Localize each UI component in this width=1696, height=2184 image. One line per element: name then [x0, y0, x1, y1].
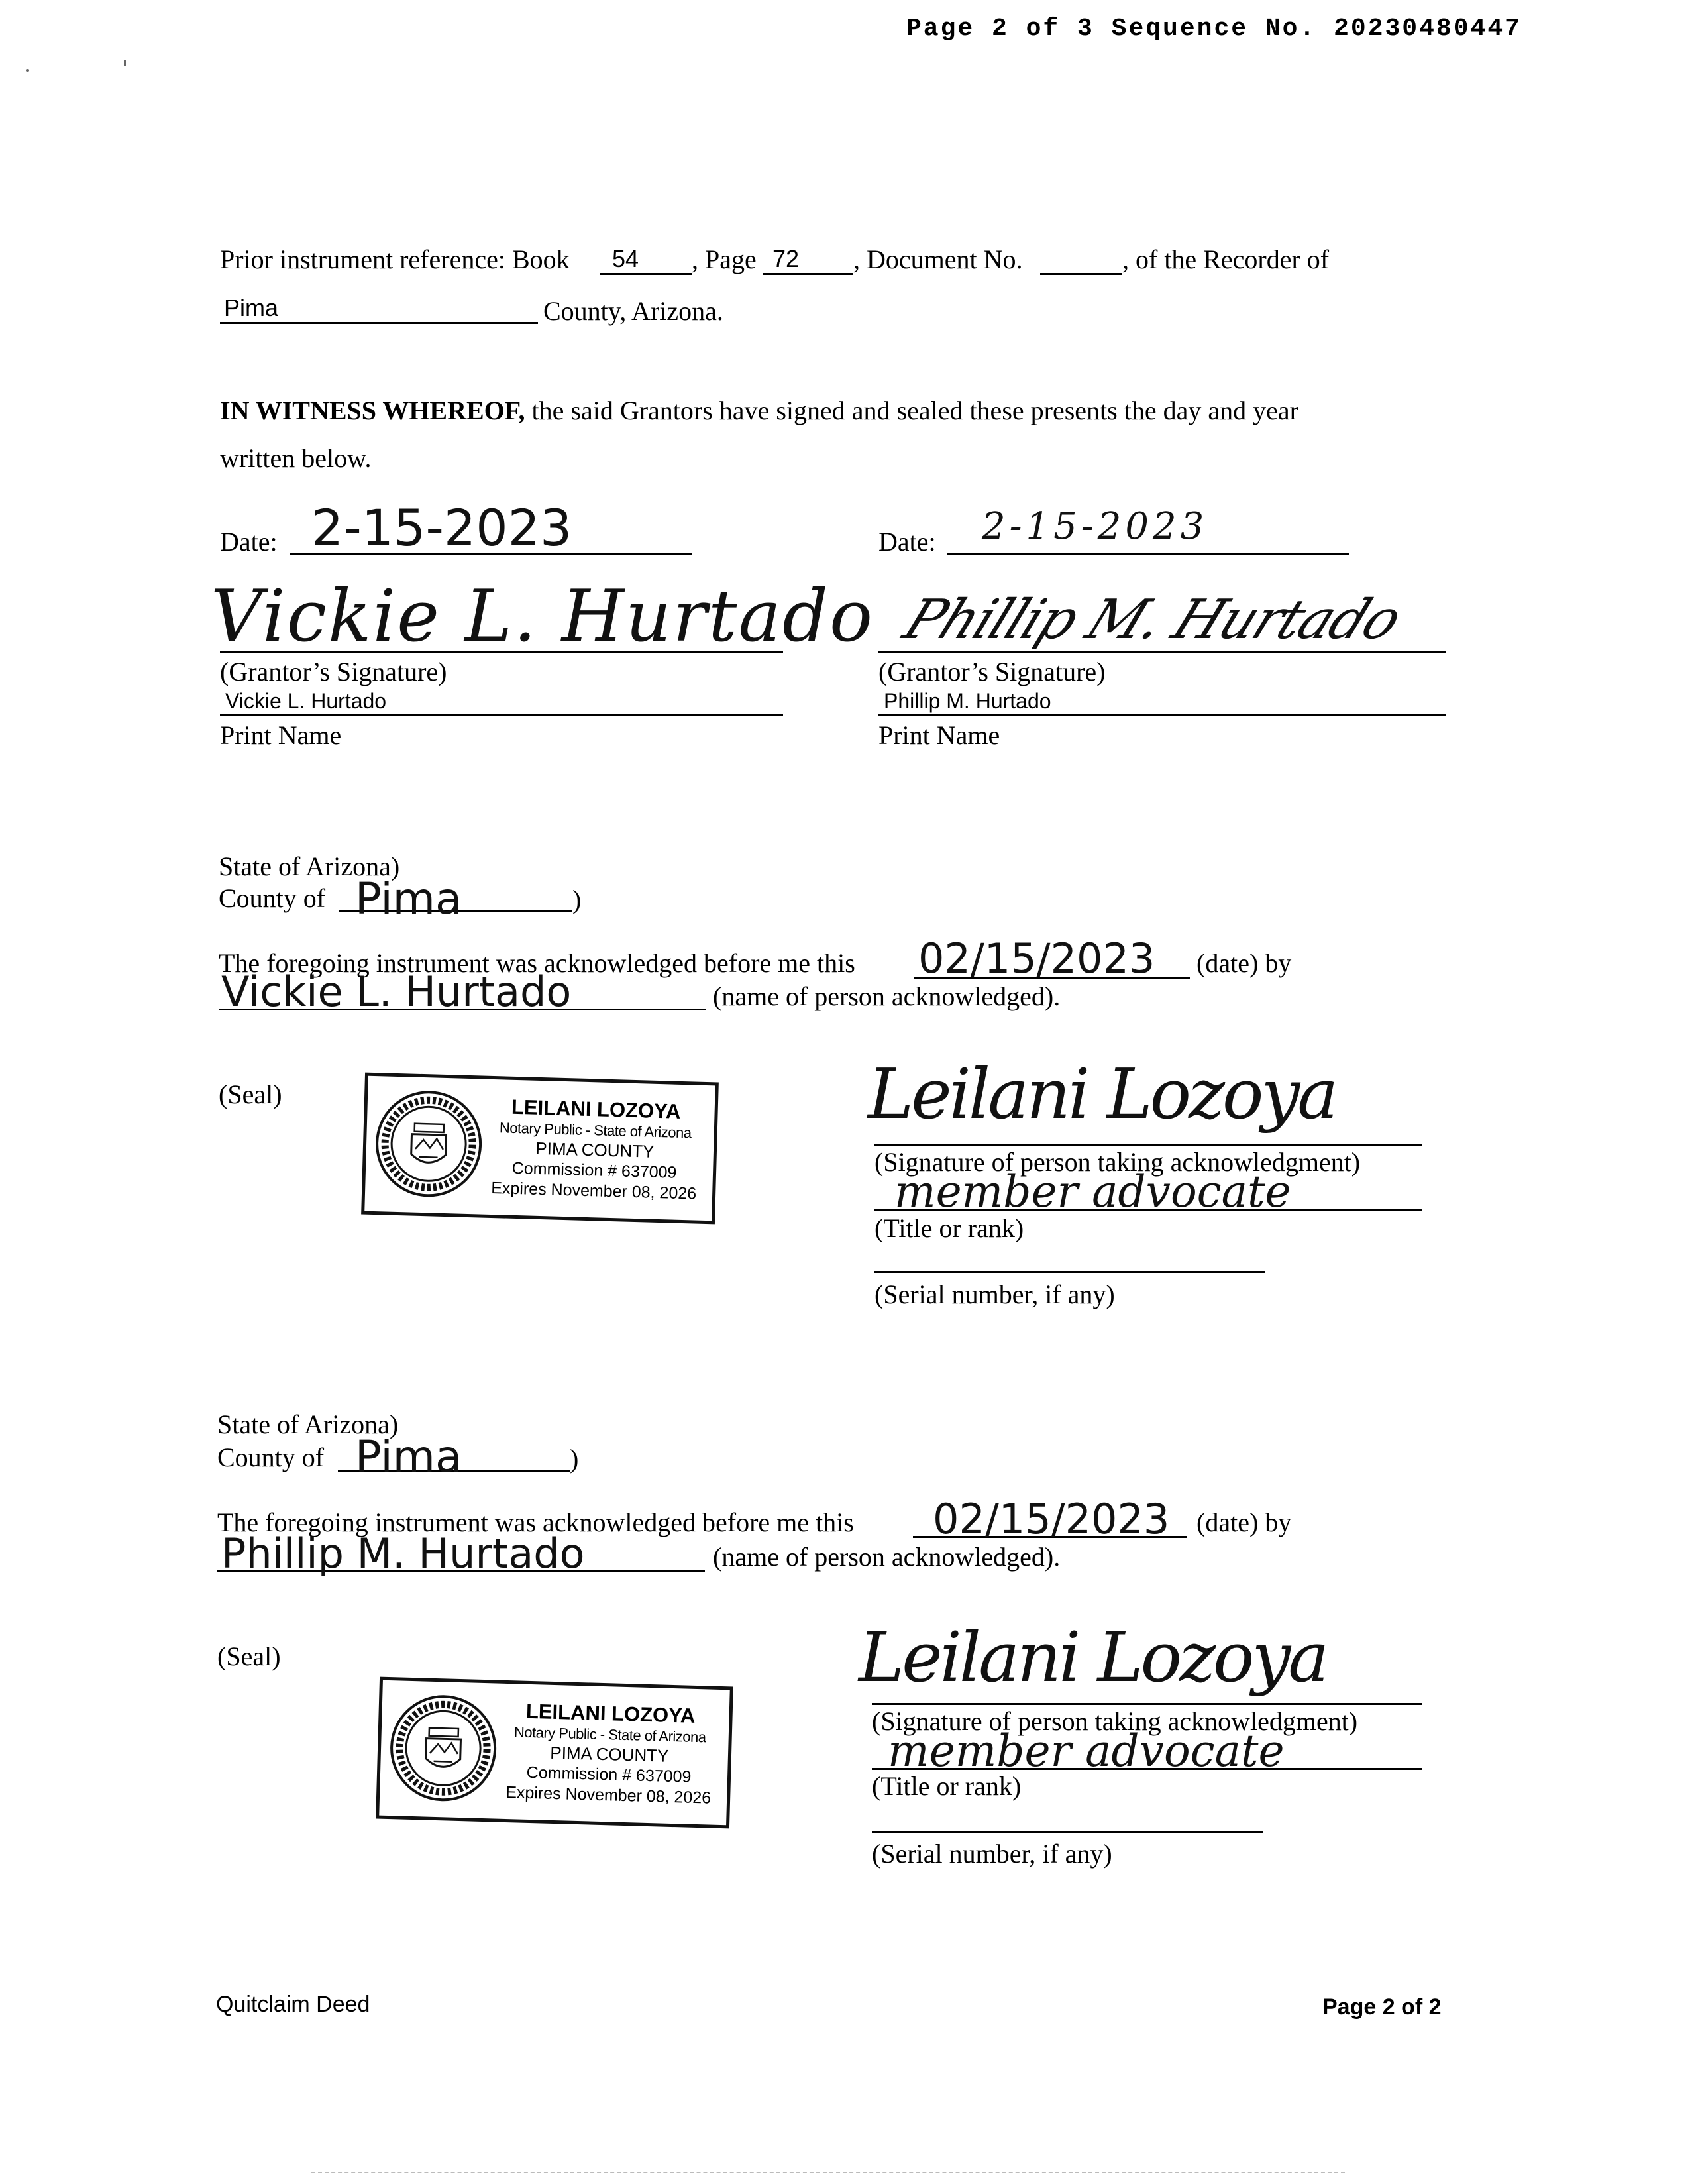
state-seal-icon	[372, 1087, 486, 1201]
grantor-signature-label: (Grantor’s Signature)	[878, 657, 1106, 686]
notary-signature-label: (Signature of person taking acknowledgment)	[872, 1706, 1358, 1736]
grantor-signature-handwritten: Phillip M. Hurtado	[894, 588, 1410, 651]
notary-commission: Commission # 637009	[511, 1159, 677, 1183]
person-acknowledged-label: (name of person acknowledged).	[713, 1542, 1061, 1572]
recorder-sequence-header: Page 2 of 3 Sequence No. 20230480447	[906, 15, 1522, 43]
title-line	[872, 1768, 1422, 1770]
notary-title-handwritten: member advocate	[894, 1166, 1291, 1217]
page-value: 72	[772, 245, 800, 272]
notary-county: PIMA COUNTY	[535, 1138, 655, 1162]
notary-name: LEILANI LOZOYA	[525, 1699, 696, 1727]
title-rank-label: (Title or rank)	[872, 1771, 1022, 1801]
notary-signature-handwritten: Leilani Lozoya	[868, 1054, 1336, 1134]
witness-line-1	[220, 398, 1298, 424]
county-line	[220, 322, 538, 324]
scan-speck	[124, 60, 126, 66]
notary-stamp	[376, 1677, 733, 1829]
seal-label: (Seal)	[217, 1641, 281, 1671]
county-close: )	[570, 1444, 579, 1474]
ack-date-handwritten: 02/15/2023	[933, 1495, 1170, 1543]
foregoing-text: The foregoing instrument was acknowledged before me this	[219, 948, 855, 978]
print-name-line	[220, 714, 783, 716]
notary-title: Notary Public - State of Arizona	[513, 1723, 706, 1746]
foregoing-text: The foregoing instrument was acknowledged before me this	[217, 1507, 854, 1537]
county-suffix: County, Arizona.	[543, 296, 723, 326]
scan-speck	[26, 69, 29, 72]
book-value: 54	[612, 245, 639, 272]
notary-signature-label: (Signature of person taking acknowledgment)	[874, 1147, 1361, 1177]
stamp-text	[499, 1698, 720, 1809]
witness-bold: IN WITNESS WHEREOF,	[220, 396, 525, 425]
grantor-signature-label: (Grantor’s Signature)	[220, 657, 447, 686]
document-no-line	[1040, 273, 1122, 275]
serial-line	[872, 1831, 1263, 1833]
prior-ref-label: Prior instrument reference: Book	[220, 245, 570, 274]
county-of-label: County of	[219, 883, 326, 913]
grantor-signature-handwritten: Vickie L. Hurtado	[211, 575, 874, 658]
notary-signature-handwritten: Leilani Lozoya	[859, 1617, 1327, 1698]
page-label: , Page	[692, 245, 757, 274]
signature-line	[878, 651, 1446, 653]
title-rank-label: (Title or rank)	[874, 1213, 1024, 1243]
notary-name: LEILANI LOZOYA	[511, 1095, 681, 1123]
person-acknowledged-label: (name of person acknowledged).	[713, 981, 1061, 1011]
print-name-label: Print Name	[220, 720, 342, 750]
notary-expiration: Expires November 08, 2026	[505, 1782, 712, 1808]
grantor-print-name: Phillip M. Hurtado	[884, 689, 1051, 713]
grantor-print-name: Vickie L. Hurtado	[225, 689, 387, 713]
county-handwritten: Pima	[355, 1431, 462, 1482]
grantor-date-handwritten: 2-15-2023	[982, 505, 1208, 548]
notary-signature-line	[874, 1144, 1422, 1146]
person-handwritten: Phillip M. Hurtado	[221, 1529, 585, 1578]
county-of-label: County of	[217, 1443, 325, 1472]
date-label: Date:	[878, 527, 936, 557]
footer-page-number: Page 2 of 2	[1322, 1994, 1442, 2020]
title-line	[874, 1209, 1422, 1211]
date-by-label: (date) by	[1196, 1507, 1292, 1537]
notary-county: PIMA COUNTY	[550, 1742, 669, 1766]
notary-title-handwritten: member advocate	[888, 1725, 1285, 1776]
state-label: State of Arizona)	[217, 1409, 399, 1439]
witness-line-2: written below.	[220, 443, 372, 473]
date-label: Date:	[220, 527, 278, 557]
grantor-date-handwritten: 2-15-2023	[311, 498, 572, 557]
state-seal-icon	[386, 1691, 501, 1806]
document-no-label: , Document No.	[853, 245, 1023, 274]
ack-date-handwritten: 02/15/2023	[918, 934, 1155, 983]
notary-title: Notary Public - State of Arizona	[499, 1119, 692, 1142]
witness-text: the said Grantors have signed and sealed these presents the day and year	[525, 396, 1298, 425]
recorder-label: , of the Recorder of	[1122, 245, 1330, 274]
state-label: State of Arizona)	[219, 851, 400, 881]
scan-edge-line	[311, 2172, 1345, 2173]
serial-line	[874, 1271, 1265, 1273]
book-line	[600, 273, 692, 275]
person-handwritten: Vickie L. Hurtado	[221, 967, 572, 1016]
notary-expiration: Expires November 08, 2026	[490, 1178, 697, 1203]
date-line	[947, 553, 1349, 555]
notary-stamp	[361, 1073, 719, 1225]
footer-document-type: Quitclaim Deed	[216, 1992, 370, 2017]
notary-commission: Commission # 637009	[526, 1763, 692, 1787]
page-line	[763, 273, 853, 275]
serial-number-label: (Serial number, if any)	[874, 1280, 1115, 1309]
stamp-text	[484, 1094, 706, 1205]
county-close: )	[572, 885, 582, 914]
serial-number-label: (Serial number, if any)	[872, 1839, 1112, 1869]
county-value: Pima	[224, 294, 279, 321]
print-name-line	[878, 714, 1446, 716]
print-name-label: Print Name	[878, 720, 1000, 750]
signature-line	[220, 651, 783, 653]
county-handwritten: Pima	[355, 873, 462, 924]
seal-label: (Seal)	[219, 1079, 282, 1109]
date-by-label: (date) by	[1196, 948, 1292, 978]
notary-signature-line	[872, 1703, 1422, 1705]
